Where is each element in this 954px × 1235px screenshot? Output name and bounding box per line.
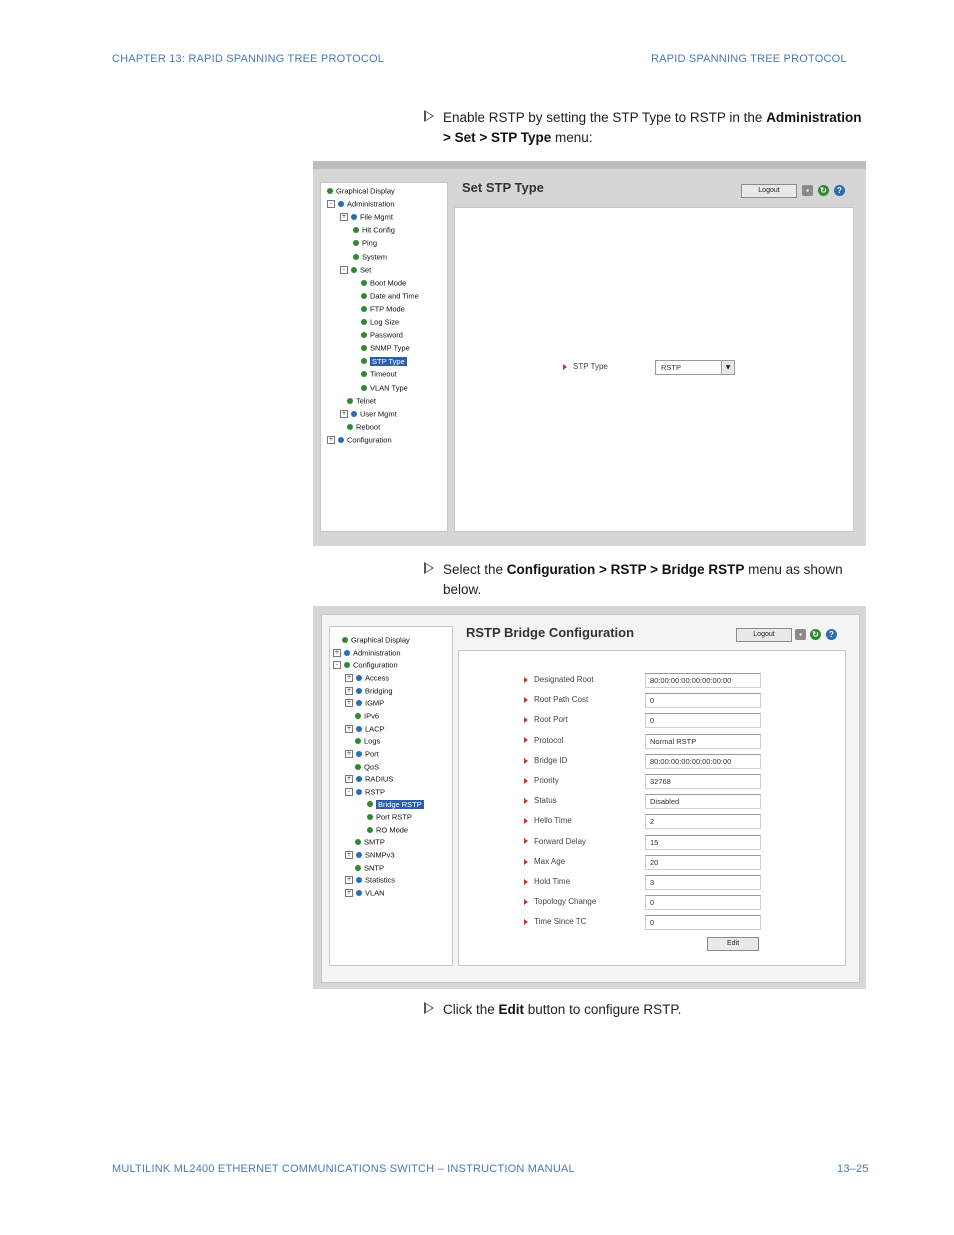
field-label-status <box>524 796 557 805</box>
step-2-text: Select the <box>443 562 507 577</box>
node-bullet-icon <box>356 675 362 681</box>
node-bullet-icon <box>353 227 359 233</box>
tree-item-label: Log Size <box>370 317 400 327</box>
field-value-protocol: Normal RSTP <box>645 734 761 749</box>
bullet-arrow-icon <box>524 737 528 743</box>
tree-item-set[interactable] <box>340 264 371 275</box>
field-value-root-port: 0 <box>645 713 761 728</box>
node-bullet-icon <box>327 188 333 194</box>
node-bullet-icon <box>356 852 362 858</box>
tree-item-label: STP Type <box>372 356 405 366</box>
tree-item-label: Configuration <box>353 660 398 670</box>
field-label-text: Max Age <box>534 856 566 866</box>
step-3-suffix: button to configure RSTP. <box>524 1002 682 1017</box>
node-bullet-icon <box>356 751 362 757</box>
tree-item-timeout[interactable] <box>361 368 397 379</box>
bullet-arrow-icon <box>524 717 528 723</box>
bullet-arrow-icon <box>524 899 528 905</box>
tree-item-logs[interactable] <box>355 735 380 746</box>
expand-icon[interactable]: + <box>346 724 352 732</box>
node-bullet-icon <box>361 306 367 312</box>
tree-item-label: Boot Mode <box>370 278 407 288</box>
tree-item-label: IGMP <box>365 698 385 708</box>
tree-item-label: RSTP <box>365 787 386 797</box>
node-bullet-icon <box>344 650 350 656</box>
tree-item-label: Password <box>370 330 403 340</box>
tree-item-label: Ping <box>362 238 378 248</box>
expand-icon[interactable]: + <box>346 673 352 681</box>
node-bullet-icon <box>347 398 353 404</box>
tree-item-graphical-display[interactable] <box>342 634 410 645</box>
bullet-triangle-icon <box>424 562 434 574</box>
tree-item-label: File Mgmt <box>360 212 393 222</box>
refresh-icon[interactable]: ↻ <box>818 185 829 196</box>
help-icon[interactable]: ? <box>826 629 837 640</box>
expand-icon[interactable]: + <box>346 699 352 707</box>
bullet-arrow-icon <box>524 798 528 804</box>
page-title: Set STP Type <box>462 180 544 195</box>
bullet-arrow-icon <box>524 677 528 683</box>
node-bullet-icon <box>355 865 361 871</box>
tree-item-ipv6[interactable] <box>355 710 379 721</box>
expand-icon[interactable]: + <box>328 435 334 443</box>
node-bullet-icon <box>353 254 359 260</box>
tree-item-label: LACP <box>365 724 385 734</box>
tree-item-log-size[interactable] <box>361 316 399 327</box>
field-label-hello-time <box>524 816 572 825</box>
page-title: RSTP Bridge Configuration <box>466 625 635 640</box>
tree-item-label: Access <box>365 673 390 683</box>
tree-item-snmp-type[interactable] <box>361 342 410 353</box>
collapse-icon[interactable]: - <box>333 661 341 669</box>
step-3-text: Click the <box>443 1002 499 1017</box>
node-bullet-icon <box>344 662 350 668</box>
tree-item-label: FTP Mode <box>370 304 405 314</box>
collapse-icon[interactable]: - <box>345 788 353 796</box>
stp-type-select[interactable] <box>655 360 735 375</box>
node-bullet-icon <box>356 726 362 732</box>
collapse-icon[interactable]: - <box>340 266 348 274</box>
tree-item-configuration[interactable] <box>333 659 398 670</box>
tree-item-label: SNMP Type <box>370 343 410 353</box>
tree-item-label: Telnet <box>356 396 377 406</box>
tree-item-label: Port RSTP <box>376 812 412 822</box>
field-label-text: Status <box>534 796 557 806</box>
field-label-text: Forward Delay <box>534 836 587 846</box>
expand-icon[interactable]: + <box>346 749 352 757</box>
field-label-topology-change <box>524 897 596 906</box>
tree-item-vlan[interactable] <box>345 887 385 898</box>
tree-item-reboot[interactable] <box>347 421 380 432</box>
node-bullet-icon <box>338 437 344 443</box>
field-label-text: Time Since TC <box>534 917 587 927</box>
tree-item-igmp[interactable] <box>345 697 384 708</box>
tree-item-boot-mode[interactable] <box>361 277 406 288</box>
tree-item-lacp[interactable] <box>345 723 385 734</box>
tree-item-configuration[interactable] <box>327 434 392 445</box>
tree-item-snmpv3[interactable] <box>345 849 395 860</box>
footer-page-number: 13–25 <box>837 1163 869 1175</box>
node-bullet-icon <box>351 214 357 220</box>
field-value-max-age: 20 <box>645 855 761 870</box>
expand-icon[interactable]: + <box>346 775 352 783</box>
field-label-forward-delay <box>524 837 586 846</box>
field-label-priority <box>524 776 559 785</box>
expand-icon[interactable]: + <box>341 213 347 221</box>
bullet-arrow-icon <box>563 364 567 370</box>
field-value-designated-root: 80:00:00:00:00:00:00:00 <box>645 673 761 688</box>
tree-item-label: Hit Config <box>362 225 395 235</box>
field-label-text: Root Port <box>534 715 568 725</box>
tree-item-qos[interactable] <box>355 761 379 772</box>
bullet-arrow-icon <box>524 818 528 824</box>
collapse-icon[interactable]: - <box>327 200 335 208</box>
field-value-root-path-cost: 0 <box>645 693 761 708</box>
tree-item-radius[interactable] <box>345 773 393 784</box>
header-chapter: CHAPTER 13: RAPID SPANNING TREE PROTOCOL <box>112 53 385 65</box>
tree-item-administration[interactable] <box>327 198 395 209</box>
tree-item-password[interactable] <box>361 329 403 340</box>
field-label-text: Protocol <box>534 735 564 745</box>
tree-item-user-mgmt[interactable] <box>340 408 397 419</box>
bullet-triangle-icon <box>424 110 434 122</box>
field-label-text: Designated Root <box>534 675 594 684</box>
node-bullet-icon <box>367 801 373 807</box>
tree-item-label: User Mgmt <box>360 409 397 419</box>
expand-icon[interactable]: + <box>346 889 352 897</box>
tree-item-ftp-mode[interactable] <box>361 303 405 314</box>
field-value-hello-time: 2 <box>645 814 761 829</box>
step-1-suffix: menu: <box>551 130 593 145</box>
tree-item-bridge-rstp[interactable] <box>367 798 424 809</box>
node-bullet-icon <box>356 688 362 694</box>
tree-item-statistics[interactable] <box>345 874 395 885</box>
node-bullet-icon <box>355 764 361 770</box>
step-1-menu-path: Administration > Set > STP Type <box>443 110 862 145</box>
tree-item-label: SMTP <box>364 837 385 847</box>
node-bullet-icon <box>356 789 362 795</box>
tree-item-access[interactable] <box>345 672 389 683</box>
node-bullet-icon <box>361 293 367 299</box>
node-bullet-icon <box>356 776 362 782</box>
field-value-status: Disabled <box>645 794 761 809</box>
tree-item-file-mgmt[interactable] <box>340 211 393 222</box>
field-label-designated-root <box>524 675 594 684</box>
save-icon[interactable]: ▪ <box>795 629 806 640</box>
tree-item-label: Logs <box>364 736 381 746</box>
node-bullet-icon <box>355 713 361 719</box>
bullet-arrow-icon <box>524 838 528 844</box>
field-value-time-since-tc: 0 <box>645 915 761 930</box>
bullet-arrow-icon <box>524 758 528 764</box>
tree-item-label: Date and Time <box>370 291 419 301</box>
field-label-max-age <box>524 857 565 866</box>
tree-item-label: IPv6 <box>364 711 380 721</box>
content-panel <box>458 650 846 966</box>
field-label-protocol <box>524 736 563 745</box>
tree-item-label: System <box>362 252 388 262</box>
tree-item-port-rstp[interactable] <box>367 811 412 822</box>
bullet-arrow-icon <box>524 919 528 925</box>
tree-item-ro-mode[interactable] <box>367 824 408 835</box>
node-bullet-icon <box>361 371 367 377</box>
step-1-text: Enable RSTP by setting the STP Type to RSTP in the <box>443 110 767 125</box>
field-value-topology-change: 0 <box>645 895 761 910</box>
field-label-text: Root Path Cost <box>534 695 589 705</box>
node-bullet-icon <box>347 424 353 430</box>
tree-item-label: SNMPv3 <box>365 850 395 860</box>
field-label-text: Bridge ID <box>534 755 568 765</box>
logout-button[interactable]: Logout <box>736 628 792 642</box>
node-bullet-icon <box>361 358 367 364</box>
field-label-text: Hold Time <box>534 877 571 886</box>
tree-item-label: Bridging <box>365 686 393 696</box>
field-label-bridge-id <box>524 756 567 765</box>
stp-type-label: STP Type <box>563 362 608 371</box>
node-bullet-icon <box>361 385 367 391</box>
tree-item-label: VLAN Type <box>370 383 408 393</box>
stp-type-selected-value: RSTP <box>661 363 682 372</box>
node-bullet-icon <box>361 319 367 325</box>
expand-icon[interactable]: + <box>334 648 340 656</box>
screenshot-rstp-bridge-config <box>313 606 866 989</box>
help-icon[interactable]: ? <box>834 185 845 196</box>
refresh-icon[interactable]: ↻ <box>810 629 821 640</box>
bullet-arrow-icon <box>524 859 528 865</box>
tree-item-sntp[interactable] <box>355 862 384 873</box>
tree-item-label: Statistics <box>365 875 396 885</box>
logout-button[interactable]: Logout <box>741 184 797 198</box>
tree-item-label: QoS <box>364 762 380 772</box>
field-value-priority: 32768 <box>645 774 761 789</box>
field-value-forward-delay: 15 <box>645 835 761 850</box>
node-bullet-icon <box>356 700 362 706</box>
node-bullet-icon <box>356 877 362 883</box>
tree-item-port[interactable] <box>345 748 379 759</box>
tree-item-label: Graphical Display <box>351 635 410 645</box>
tree-item-label: RADIUS <box>365 774 394 784</box>
node-bullet-icon <box>355 839 361 845</box>
tree-item-stp-type[interactable] <box>361 355 407 366</box>
tree-item-label: SNTP <box>364 863 385 873</box>
node-bullet-icon <box>361 280 367 286</box>
field-label-time-since-tc <box>524 917 586 926</box>
tree-item-label: Bridge RSTP <box>378 799 422 809</box>
tree-item-label: Administration <box>347 199 395 209</box>
tree-item-label: Timeout <box>370 369 397 379</box>
tree-item-system[interactable] <box>353 251 387 262</box>
step-3-button-name: Edit <box>498 1002 525 1017</box>
expand-icon[interactable]: + <box>346 686 352 694</box>
node-bullet-icon <box>361 332 367 338</box>
tree-item-label: Port <box>365 749 379 759</box>
tree-item-label: Graphical Display <box>336 186 395 196</box>
node-bullet-icon <box>367 827 373 833</box>
tree-item-vlan-type[interactable] <box>361 382 408 393</box>
node-bullet-icon <box>338 201 344 207</box>
tree-item-telnet[interactable] <box>347 395 376 406</box>
field-label-root-port <box>524 715 568 724</box>
step-2-suffix: menu as shown below. <box>443 562 843 597</box>
node-bullet-icon <box>351 411 357 417</box>
navigation-tree <box>320 182 448 532</box>
bullet-arrow-icon <box>524 778 528 784</box>
bullet-arrow-icon <box>524 697 528 703</box>
field-label-text: Priority <box>534 776 559 785</box>
screenshot-set-stp-type <box>313 161 866 546</box>
field-value-bridge-id: 80:00:00:00:00:00:00:00 <box>645 754 761 769</box>
node-bullet-icon <box>351 267 357 273</box>
header-section: RAPID SPANNING TREE PROTOCOL <box>651 53 847 65</box>
tree-item-label: Configuration <box>347 435 392 445</box>
step-2-menu-path: Configuration > RSTP > Bridge RSTP <box>506 562 745 577</box>
node-bullet-icon <box>355 738 361 744</box>
field-label-root-path-cost <box>524 695 588 704</box>
tree-item-label: VLAN <box>365 888 385 898</box>
node-bullet-icon <box>356 890 362 896</box>
edit-button[interactable]: Edit <box>707 937 759 951</box>
navigation-tree <box>329 626 453 966</box>
tree-item-date-and-time[interactable] <box>361 290 419 301</box>
expand-icon[interactable]: + <box>346 876 352 884</box>
tree-item-ping[interactable] <box>353 237 377 248</box>
node-bullet-icon <box>353 240 359 246</box>
tree-item-label: RO Mode <box>376 825 409 835</box>
tree-item-bridging[interactable] <box>345 685 393 696</box>
tree-item-label: Administration <box>353 648 401 658</box>
tree-item-smtp[interactable] <box>355 836 385 847</box>
tree-item-label: Set <box>360 265 372 275</box>
bullet-arrow-icon <box>524 879 528 885</box>
expand-icon[interactable]: + <box>341 409 347 417</box>
field-label-hold-time <box>524 877 570 886</box>
chevron-down-icon[interactable]: ▼ <box>721 361 734 374</box>
expand-icon[interactable]: + <box>346 851 352 859</box>
content-panel <box>454 207 854 532</box>
node-bullet-icon <box>361 345 367 351</box>
field-value-hold-time: 3 <box>645 875 761 890</box>
node-bullet-icon <box>342 637 348 643</box>
save-icon[interactable]: ▪ <box>802 185 813 196</box>
footer-manual-title: MULTILINK ML2400 ETHERNET COMMUNICATIONS SWITCH – INSTRUCTION MANUAL <box>112 1163 575 1175</box>
bullet-triangle-icon <box>424 1002 434 1014</box>
tree-item-administration[interactable] <box>333 647 401 658</box>
field-label-text: Hello Time <box>534 816 572 826</box>
tree-item-hit-config[interactable] <box>353 224 395 235</box>
tree-item-rstp[interactable] <box>345 786 385 797</box>
tree-item-label: Reboot <box>356 422 381 432</box>
field-label-text: Topology Change <box>534 897 597 907</box>
node-bullet-icon <box>367 814 373 820</box>
tree-item-graphical-display[interactable] <box>327 185 395 196</box>
